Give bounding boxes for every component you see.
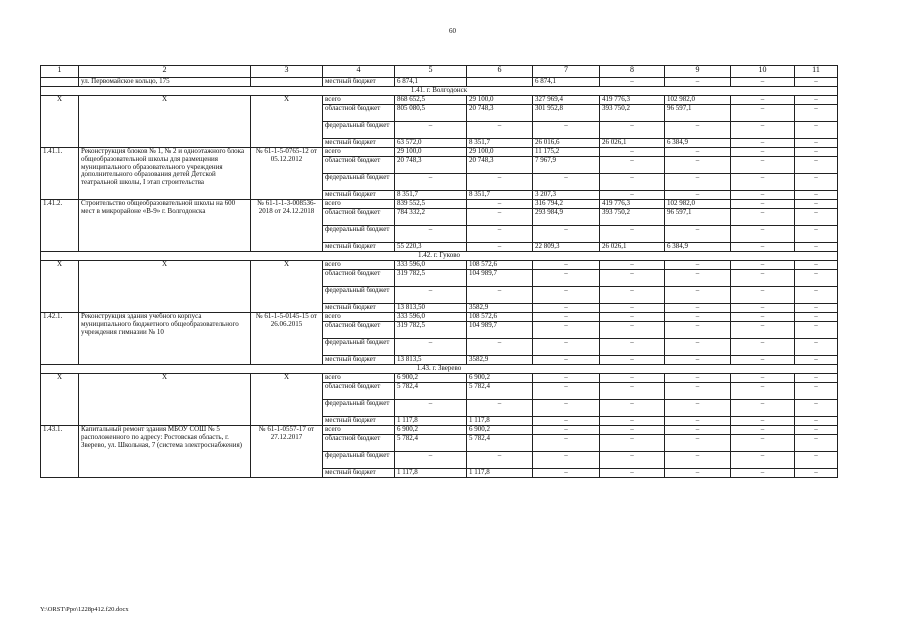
value-cell: – xyxy=(600,270,665,287)
value-cell: – xyxy=(731,469,795,478)
value-cell: – xyxy=(533,339,600,356)
value-cell: – xyxy=(665,469,731,478)
value-cell: – xyxy=(795,226,838,243)
item-document: № 61-1-0557-17 от 27.12.2017 xyxy=(251,426,323,478)
value-cell: 839 552,5 xyxy=(395,200,467,209)
budget-type-label: федеральный бюджет xyxy=(323,339,395,356)
value-cell: – xyxy=(795,243,838,252)
column-header: 6 xyxy=(467,66,533,78)
value-cell: – xyxy=(665,313,731,322)
value-cell: – xyxy=(533,322,600,339)
value-cell: – xyxy=(665,174,731,191)
table-row xyxy=(41,148,838,157)
value-cell: 393 750,2 xyxy=(600,105,665,122)
value-cell: – xyxy=(665,417,731,426)
value-cell: 26 026,1 xyxy=(600,243,665,252)
budget-type-label: местный бюджет xyxy=(323,243,395,252)
value-cell: – xyxy=(467,339,533,356)
value-cell: 20 748,3 xyxy=(467,157,533,174)
budget-type-label: федеральный бюджет xyxy=(323,287,395,304)
value-cell: – xyxy=(533,435,600,452)
value-cell: – xyxy=(600,191,665,200)
value-cell: – xyxy=(533,174,600,191)
value-cell: – xyxy=(395,174,467,191)
value-cell: – xyxy=(795,339,838,356)
column-header: 9 xyxy=(665,66,731,78)
value-cell: – xyxy=(731,243,795,252)
item-name: Капитальный ремонт здания МБОУ СОШ № 5 расположенного по адресу: Ростовская область, г. Зверево, ул. Школьная, 7 (система электроснабжения) xyxy=(79,426,251,478)
value-cell: – xyxy=(665,452,731,469)
cell: 6 874,1 xyxy=(533,78,600,87)
item-document: № 61-1-5-0145-15 от 26.06.2015 xyxy=(251,313,323,365)
budget-type-label: всего xyxy=(323,374,395,383)
value-cell: 29 100,0 xyxy=(467,96,533,105)
cell: местный бюджет xyxy=(323,78,395,87)
value-cell: 316 794,2 xyxy=(533,200,600,209)
value-cell: – xyxy=(600,356,665,365)
value-cell: – xyxy=(731,105,795,122)
value-cell: – xyxy=(600,469,665,478)
column-header: 1 xyxy=(41,66,79,78)
value-cell: – xyxy=(795,148,838,157)
value-cell: – xyxy=(795,287,838,304)
budget-type-label: местный бюджет xyxy=(323,139,395,148)
value-cell: 3 207,3 xyxy=(533,191,600,200)
value-cell: – xyxy=(600,339,665,356)
value-cell: – xyxy=(600,226,665,243)
value-cell: – xyxy=(665,383,731,400)
value-cell: 419 776,3 xyxy=(600,200,665,209)
value-cell: – xyxy=(731,304,795,313)
cell: ул. Первомайское кольцо, 175 xyxy=(79,78,251,87)
value-cell: – xyxy=(600,374,665,383)
value-cell: – xyxy=(731,157,795,174)
column-header: 11 xyxy=(795,66,838,78)
value-cell: – xyxy=(600,435,665,452)
value-cell: – xyxy=(731,174,795,191)
x-mark: Х xyxy=(79,374,251,426)
budget-type-label: федеральный бюджет xyxy=(323,122,395,139)
value-cell: 96 597,1 xyxy=(665,105,731,122)
value-cell: – xyxy=(533,304,600,313)
value-cell: – xyxy=(600,287,665,304)
value-cell: – xyxy=(665,226,731,243)
value-cell: 29 100,0 xyxy=(395,148,467,157)
x-mark: Х xyxy=(79,96,251,148)
column-header: 4 xyxy=(323,66,395,78)
budget-type-label: областной бюджет xyxy=(323,435,395,452)
value-cell: 6 900,2 xyxy=(467,426,533,435)
value-cell: 1 117,8 xyxy=(467,417,533,426)
x-mark: Х xyxy=(251,374,323,426)
value-cell: – xyxy=(533,287,600,304)
value-cell: – xyxy=(467,174,533,191)
value-cell: – xyxy=(395,400,467,417)
value-cell: – xyxy=(533,313,600,322)
x-mark: Х xyxy=(41,96,79,148)
budget-type-label: федеральный бюджет xyxy=(323,226,395,243)
value-cell: – xyxy=(533,270,600,287)
value-cell: – xyxy=(467,122,533,139)
value-cell: – xyxy=(395,287,467,304)
value-cell: – xyxy=(731,226,795,243)
value-cell: – xyxy=(533,400,600,417)
value-cell: – xyxy=(665,374,731,383)
item-number: 1.41.2. xyxy=(41,200,79,252)
cell: – xyxy=(795,78,838,87)
value-cell: – xyxy=(795,383,838,400)
budget-type-label: всего xyxy=(323,313,395,322)
value-cell: – xyxy=(600,261,665,270)
value-cell: 96 597,1 xyxy=(665,209,731,226)
value-cell: – xyxy=(665,191,731,200)
value-cell: 13 813,5 xyxy=(395,356,467,365)
x-mark: Х xyxy=(79,261,251,313)
value-cell: – xyxy=(600,383,665,400)
value-cell: – xyxy=(665,148,731,157)
value-cell: 3582,9 xyxy=(467,356,533,365)
value-cell: 6 900,2 xyxy=(395,426,467,435)
value-cell: 293 984,9 xyxy=(533,209,600,226)
item-number: 1.42.1. xyxy=(41,313,79,365)
column-header: 2 xyxy=(79,66,251,78)
budget-table xyxy=(40,65,838,478)
budget-type-label: областной бюджет xyxy=(323,270,395,287)
value-cell: – xyxy=(731,148,795,157)
value-cell: – xyxy=(731,200,795,209)
value-cell: – xyxy=(795,304,838,313)
value-cell: – xyxy=(600,452,665,469)
value-cell: – xyxy=(795,313,838,322)
section-title-row xyxy=(41,252,838,261)
value-cell: 102 982,0 xyxy=(665,96,731,105)
value-cell: – xyxy=(600,174,665,191)
value-cell: 419 776,3 xyxy=(600,96,665,105)
value-cell: – xyxy=(665,122,731,139)
value-cell: 29 100,0 xyxy=(467,148,533,157)
value-cell: – xyxy=(795,452,838,469)
value-cell: – xyxy=(731,435,795,452)
value-cell: 11 175,2 xyxy=(533,148,600,157)
value-cell: – xyxy=(600,400,665,417)
value-cell: – xyxy=(731,400,795,417)
value-cell: – xyxy=(795,469,838,478)
value-cell: – xyxy=(795,417,838,426)
value-cell: 3582,9 xyxy=(467,304,533,313)
cell: – xyxy=(731,78,795,87)
item-document: № 61-1-5-0765-12 от 05.12.2012 xyxy=(251,148,323,200)
value-cell: 319 782,5 xyxy=(395,322,467,339)
value-cell: – xyxy=(731,374,795,383)
value-cell: – xyxy=(600,417,665,426)
budget-type-label: федеральный бюджет xyxy=(323,400,395,417)
value-cell: 5 782,4 xyxy=(467,383,533,400)
budget-type-label: местный бюджет xyxy=(323,191,395,200)
value-cell: – xyxy=(467,200,533,209)
cell xyxy=(41,78,79,87)
value-cell: – xyxy=(600,322,665,339)
value-cell: – xyxy=(731,209,795,226)
column-header: 3 xyxy=(251,66,323,78)
value-cell: – xyxy=(395,339,467,356)
budget-type-label: всего xyxy=(323,261,395,270)
value-cell: 102 982,0 xyxy=(665,200,731,209)
value-cell: – xyxy=(731,191,795,200)
value-cell: 5 782,4 xyxy=(395,383,467,400)
value-cell: – xyxy=(533,383,600,400)
value-cell: – xyxy=(731,139,795,148)
value-cell: – xyxy=(395,226,467,243)
value-cell: 104 989,7 xyxy=(467,270,533,287)
value-cell: 5 782,4 xyxy=(467,435,533,452)
budget-type-label: всего xyxy=(323,96,395,105)
value-cell: – xyxy=(731,356,795,365)
value-cell: – xyxy=(795,191,838,200)
value-cell: 8 351,7 xyxy=(467,191,533,200)
value-cell: – xyxy=(665,287,731,304)
value-cell: – xyxy=(795,426,838,435)
value-cell: 8 351,7 xyxy=(467,139,533,148)
value-cell: – xyxy=(795,209,838,226)
value-cell: – xyxy=(795,270,838,287)
budget-type-label: областной бюджет xyxy=(323,105,395,122)
value-cell: – xyxy=(600,148,665,157)
value-cell: 22 809,3 xyxy=(533,243,600,252)
value-cell: – xyxy=(731,287,795,304)
value-cell: – xyxy=(795,261,838,270)
budget-type-label: местный бюджет xyxy=(323,304,395,313)
value-cell: – xyxy=(467,287,533,304)
budget-type-label: областной бюджет xyxy=(323,157,395,174)
value-cell: – xyxy=(665,157,731,174)
value-cell: 55 220,3 xyxy=(395,243,467,252)
value-cell: 104 989,7 xyxy=(467,322,533,339)
value-cell: – xyxy=(600,122,665,139)
value-cell: 63 572,0 xyxy=(395,139,467,148)
table-row xyxy=(41,374,838,383)
value-cell: – xyxy=(665,435,731,452)
table-row xyxy=(41,200,838,209)
value-cell: – xyxy=(731,261,795,270)
item-number: 1.41.1. xyxy=(41,148,79,200)
value-cell: – xyxy=(533,226,600,243)
value-cell: – xyxy=(795,122,838,139)
value-cell: 1 117,8 xyxy=(395,417,467,426)
value-cell: 5 782,4 xyxy=(395,435,467,452)
x-mark: Х xyxy=(251,96,323,148)
value-cell: 327 969,4 xyxy=(533,96,600,105)
value-cell: – xyxy=(665,400,731,417)
value-cell: – xyxy=(795,139,838,148)
section-title: 1.43. г. Зверево xyxy=(41,365,838,374)
section-title-row xyxy=(41,87,838,96)
budget-type-label: местный бюджет xyxy=(323,356,395,365)
value-cell: – xyxy=(665,261,731,270)
value-cell: – xyxy=(665,339,731,356)
value-cell: 1 117,8 xyxy=(395,469,467,478)
column-header: 10 xyxy=(731,66,795,78)
value-cell: – xyxy=(731,322,795,339)
value-cell: – xyxy=(795,374,838,383)
section-title: 1.41. г. Волгодонск xyxy=(41,87,838,96)
value-cell: 8 351,7 xyxy=(395,191,467,200)
value-cell: – xyxy=(533,356,600,365)
item-name: Строительство общеобразовательной школы на 600 мест в микрорайоне «В-9» г. Волгодонска xyxy=(79,200,251,252)
value-cell: – xyxy=(731,270,795,287)
table-row xyxy=(41,96,838,105)
value-cell: – xyxy=(600,426,665,435)
value-cell: 333 596,0 xyxy=(395,313,467,322)
table-row xyxy=(41,426,838,435)
value-cell: – xyxy=(795,435,838,452)
value-cell: – xyxy=(467,226,533,243)
value-cell: – xyxy=(731,313,795,322)
value-cell: 7 967,9 xyxy=(533,157,600,174)
value-cell: – xyxy=(665,322,731,339)
value-cell: 393 750,2 xyxy=(600,209,665,226)
value-cell: – xyxy=(467,243,533,252)
value-cell: – xyxy=(795,200,838,209)
cell: – xyxy=(665,78,731,87)
cell: 6 874,1 xyxy=(395,78,467,87)
value-cell: 333 596,0 xyxy=(395,261,467,270)
x-mark: Х xyxy=(41,374,79,426)
cell: – xyxy=(600,78,665,87)
value-cell: 26 016,6 xyxy=(533,139,600,148)
item-name: Реконструкция здания учебного корпуса муниципального бюджетного общеобразовательного учреждения гимназии № 10 xyxy=(79,313,251,365)
value-cell: – xyxy=(533,469,600,478)
value-cell: – xyxy=(600,304,665,313)
value-cell: 319 782,5 xyxy=(395,270,467,287)
value-cell: 20 748,3 xyxy=(467,105,533,122)
file-path-footer: Y:\ORST\Ppo\1228p412.f20.docx xyxy=(40,606,129,613)
budget-type-label: областной бюджет xyxy=(323,322,395,339)
value-cell: – xyxy=(600,313,665,322)
budget-type-label: федеральный бюджет xyxy=(323,452,395,469)
value-cell: 6 384,9 xyxy=(665,243,731,252)
value-cell: – xyxy=(731,452,795,469)
value-cell: 6 384,9 xyxy=(665,139,731,148)
value-cell: – xyxy=(533,374,600,383)
page-number: 60 xyxy=(449,27,456,35)
value-cell: – xyxy=(467,400,533,417)
value-cell: – xyxy=(467,452,533,469)
value-cell: – xyxy=(795,400,838,417)
value-cell: 784 332,2 xyxy=(395,209,467,226)
value-cell: – xyxy=(731,417,795,426)
section-title-row xyxy=(41,365,838,374)
header-row xyxy=(41,66,838,78)
value-cell: – xyxy=(795,174,838,191)
cell xyxy=(251,78,323,87)
item-name: Реконструкция блоков № 1, № 2 и одноэтажного блока общеобразовательной школы для размещения муниципального образовательного учреждения дополнительного образования детей Детской театральной школы, I этап строительства xyxy=(79,148,251,200)
value-cell: – xyxy=(533,122,600,139)
value-cell: – xyxy=(731,122,795,139)
value-cell: – xyxy=(533,417,600,426)
value-cell: – xyxy=(795,157,838,174)
value-cell: – xyxy=(600,157,665,174)
value-cell: – xyxy=(533,426,600,435)
value-cell: – xyxy=(665,304,731,313)
table-row xyxy=(41,313,838,322)
value-cell: – xyxy=(795,105,838,122)
x-mark: Х xyxy=(41,261,79,313)
value-cell: 6 900,2 xyxy=(467,374,533,383)
value-cell: – xyxy=(731,426,795,435)
value-cell: – xyxy=(467,209,533,226)
section-title: 1.42. г. Гуково xyxy=(41,252,838,261)
column-header: 8 xyxy=(600,66,665,78)
budget-type-label: всего xyxy=(323,148,395,157)
value-cell: 108 572,6 xyxy=(467,313,533,322)
budget-type-label: местный бюджет xyxy=(323,417,395,426)
value-cell: – xyxy=(395,122,467,139)
value-cell: – xyxy=(731,96,795,105)
cell xyxy=(467,78,533,87)
budget-type-label: всего xyxy=(323,200,395,209)
value-cell: 868 652,5 xyxy=(395,96,467,105)
value-cell: – xyxy=(795,322,838,339)
column-header: 7 xyxy=(533,66,600,78)
value-cell: 108 572,6 xyxy=(467,261,533,270)
value-cell: – xyxy=(795,356,838,365)
value-cell: – xyxy=(731,339,795,356)
column-header: 5 xyxy=(395,66,467,78)
budget-type-label: всего xyxy=(323,426,395,435)
value-cell: – xyxy=(665,356,731,365)
value-cell: 6 900,2 xyxy=(395,374,467,383)
value-cell: 301 952,8 xyxy=(533,105,600,122)
value-cell: – xyxy=(533,261,600,270)
value-cell: – xyxy=(665,270,731,287)
value-cell: 1 117,8 xyxy=(467,469,533,478)
table-row xyxy=(41,78,838,87)
value-cell: – xyxy=(731,383,795,400)
value-cell: – xyxy=(665,426,731,435)
item-document: № 61-1-1-3-008536-2018 от 24.12.2018 xyxy=(251,200,323,252)
value-cell: 805 080,5 xyxy=(395,105,467,122)
budget-type-label: областной бюджет xyxy=(323,209,395,226)
value-cell: – xyxy=(395,452,467,469)
item-number: 1.43.1. xyxy=(41,426,79,478)
table-row xyxy=(41,261,838,270)
value-cell: – xyxy=(533,452,600,469)
budget-type-label: федеральный бюджет xyxy=(323,174,395,191)
budget-type-label: местный бюджет xyxy=(323,469,395,478)
budget-type-label: областной бюджет xyxy=(323,383,395,400)
value-cell: 13 813,50 xyxy=(395,304,467,313)
value-cell: 26 026,1 xyxy=(600,139,665,148)
value-cell: 20 748,3 xyxy=(395,157,467,174)
value-cell: – xyxy=(795,96,838,105)
x-mark: Х xyxy=(251,261,323,313)
